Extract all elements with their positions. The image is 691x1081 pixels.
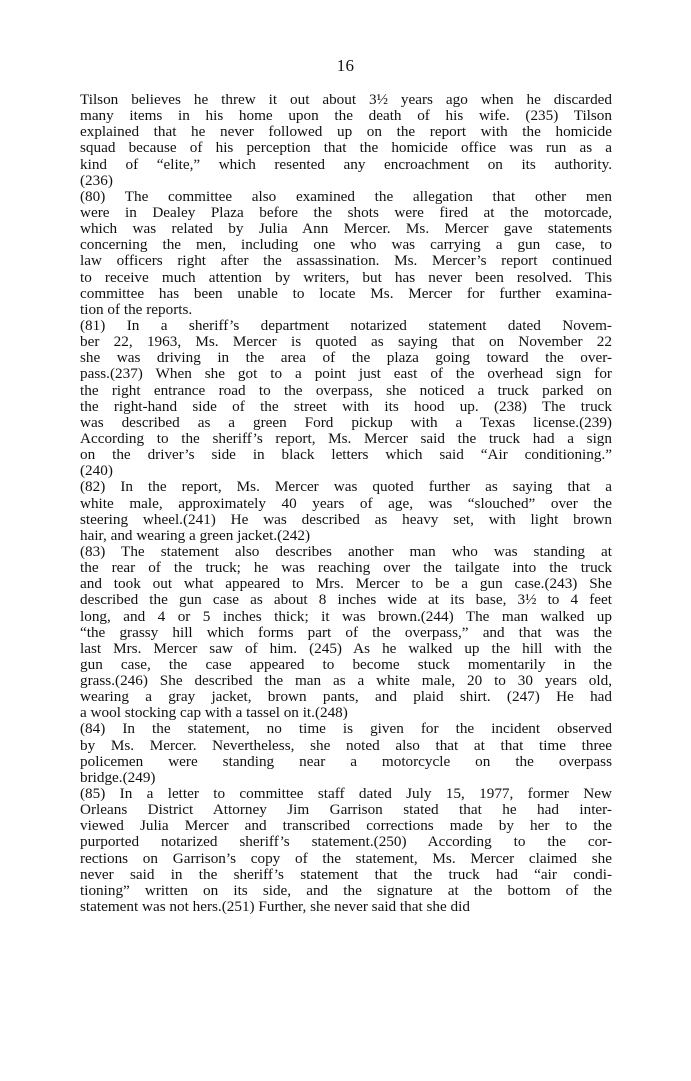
text-line: the right-hand side of the street with its hood up. (238) The truck [80, 397, 612, 415]
text-line: committee has been unable to locate Ms. Mercer for further examina- [80, 284, 612, 302]
text-line: steering wheel.(241) He was described as heavy set, with light brown [80, 510, 612, 528]
text-line: rections on Garrison’s copy of the statement, Ms. Mercer claimed she [80, 849, 612, 867]
text-line: “the grassy hill which forms part of the overpass,” and that was the [80, 623, 612, 641]
text-line: to receive much attention by writers, but has never been resolved. This [80, 268, 612, 286]
text-line: (83) The statement also describes another man who was standing at [80, 542, 612, 560]
text-line: long, and 4 or 5 inches thick; it was brown.(244) The man walked up [80, 607, 612, 625]
text-line: viewed Julia Mercer and transcribed corrections made by her to the [80, 817, 612, 835]
text-line: white male, approximately 40 years of age, was “slouched” over the [80, 494, 612, 512]
text-line: the right entrance road to the overpass, she noticed a truck parked on [80, 381, 612, 399]
text-line: squad because of his perception that the homicide office was run as a [80, 139, 612, 157]
text-line: Orleans District Attorney Jim Garrison stated that he had inter- [80, 801, 612, 819]
text-line: (84) In the statement, no time is given for the incident observed [80, 720, 612, 738]
text-line: on the driver’s side in black letters which said “Air conditioning.” [80, 446, 612, 464]
text-line: a wool stocking cap with a tassel on it.(248) [80, 704, 348, 722]
text-line: (236) [80, 171, 113, 189]
text-line: (85) In a letter to committee staff dated July 15, 1977, former New [80, 785, 612, 803]
text-line: concerning the men, including one who was carrying a gun case, to [80, 236, 612, 254]
text-line: and took out what appeared to Mrs. Mercer to be a gun case.(243) She [80, 575, 612, 593]
text-line: tion of the reports. [80, 300, 193, 318]
text-line: last Mrs. Mercer saw of him. (245) As he walked up the hill with the [80, 639, 612, 657]
text-line: by Ms. Mercer. Nevertheless, she noted also that at that time three [80, 736, 612, 754]
text-line: (80) The committee also examined the allegation that other men [80, 187, 612, 205]
text-line: grass.(246) She described the man as a white male, 20 to 30 years old, [80, 672, 612, 690]
text-line: were in Dealey Plaza before the shots were fired at the motorcade, [80, 203, 612, 221]
text-line: (81) In a sheriff’s department notarized statement dated Novem- [80, 316, 612, 334]
text-line: According to the sheriff’s report, Ms. Mercer said the truck had a sign [80, 429, 612, 447]
text-line: (82) In the report, Ms. Mercer was quoted further as saying that a [80, 478, 612, 496]
text-line: the rear of the truck; he was reaching over the tailgate into the truck [80, 559, 612, 577]
text-line: policemen were standing near a motorcycle on the overpass [80, 752, 612, 770]
text-line: wearing a gray jacket, brown pants, and plaid shirt. (247) He had [80, 688, 612, 706]
body-text [80, 92, 612, 915]
text-line: purported notarized sheriff’s statement.(250) According to the cor- [80, 833, 612, 851]
text-line: bridge.(249) [80, 768, 156, 786]
text-line: many items in his home upon the death of his wife. (235) Tilson [80, 107, 612, 125]
text-line: explained that he never followed up on the report with the homicide [80, 123, 612, 141]
text-line: (240) [80, 462, 113, 480]
text-line: pass.(237) When she got to a point just east of the overhead sign for [80, 365, 612, 383]
text-line: law officers right after the assassination. Ms. Mercer’s report continued [80, 252, 612, 270]
text-line: tioning” written on its side, and the signature at the bottom of the [80, 881, 612, 899]
text-line: ber 22, 1963, Ms. Mercer is quoted as saying that on November 22 [80, 333, 612, 351]
page-number: 16 [336, 56, 355, 75]
text-line: hair, and wearing a green jacket.(242) [80, 526, 311, 544]
text-line: statement was not hers.(251) Further, she never said that she did [80, 898, 470, 916]
text-line: gun case, the case appeared to become stuck momentarily in the [80, 655, 612, 673]
text-line: described the gun case as about 8 inches wide at its base, 3½ to 4 feet [80, 591, 612, 609]
text-line: which was related by Julia Ann Mercer. Ms. Mercer gave statements [80, 220, 612, 238]
text-line: never said in the sheriff’s statement that the truck had “air condi- [80, 865, 612, 883]
text-line: Tilson believes he threw it out about 3½ years ago when he discarded [80, 91, 612, 108]
text-line: she was driving in the area of the plaza going toward the over- [80, 349, 612, 367]
text-line: kind of “elite,” which resented any encroachment on its authority. [80, 155, 612, 173]
text-line: was described as a green Ford pickup with a Texas license.(239) [80, 413, 612, 431]
